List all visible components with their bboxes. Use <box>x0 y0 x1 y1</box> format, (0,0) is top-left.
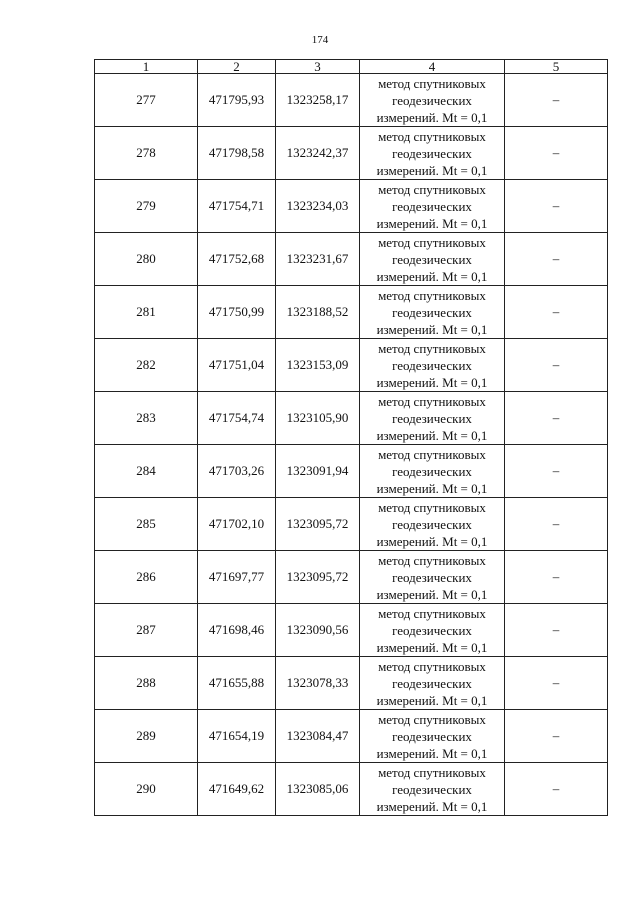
method-cell <box>360 127 505 180</box>
y-coordinate-cell: 1323231,67 <box>276 233 360 286</box>
table-row <box>95 551 608 604</box>
x-coordinate-cell: 471654,19 <box>198 710 276 763</box>
method-line: геодезических <box>392 145 472 161</box>
table-row <box>95 74 608 127</box>
point-number-cell: 285 <box>95 498 198 551</box>
table-row <box>95 127 608 180</box>
x-coordinate-cell: 471795,93 <box>198 74 276 127</box>
method-cell <box>360 233 505 286</box>
method-cell <box>360 339 505 392</box>
x-coordinate-cell: 471751,04 <box>198 339 276 392</box>
y-coordinate-cell: 1323153,09 <box>276 339 360 392</box>
point-number-cell: 289 <box>95 710 198 763</box>
method-cell <box>360 657 505 710</box>
method-line: геодезических <box>392 410 472 426</box>
method-line: измерений. Mt = 0,1 <box>376 798 488 814</box>
column-header-3: 3 <box>276 60 360 74</box>
method-line: метод спутниковых <box>378 658 486 674</box>
method-line: метод спутниковых <box>378 181 486 197</box>
method-line: измерений. Mt = 0,1 <box>376 109 488 125</box>
point-number-cell: 278 <box>95 127 198 180</box>
point-number-cell: 290 <box>95 763 198 816</box>
x-coordinate-cell: 471697,77 <box>198 551 276 604</box>
table-row <box>95 286 608 339</box>
x-coordinate-cell: 471754,74 <box>198 392 276 445</box>
point-number-cell: 284 <box>95 445 198 498</box>
method-line: геодезических <box>392 622 472 638</box>
table-row <box>95 498 608 551</box>
point-number-cell: 286 <box>95 551 198 604</box>
method-line: метод спутниковых <box>378 75 486 91</box>
method-line: измерений. Mt = 0,1 <box>376 321 488 337</box>
y-coordinate-cell: 1323105,90 <box>276 392 360 445</box>
column-header-5: 5 <box>505 60 608 74</box>
note-cell: – <box>505 445 608 498</box>
method-line: метод спутниковых <box>378 711 486 727</box>
method-line: измерений. Mt = 0,1 <box>376 215 488 231</box>
method-line: геодезических <box>392 516 472 532</box>
note-cell: – <box>505 233 608 286</box>
x-coordinate-cell: 471754,71 <box>198 180 276 233</box>
y-coordinate-cell: 1323090,56 <box>276 604 360 657</box>
method-line: измерений. Mt = 0,1 <box>376 745 488 761</box>
method-line: геодезических <box>392 781 472 797</box>
method-cell <box>360 392 505 445</box>
note-cell: – <box>505 551 608 604</box>
point-number-cell: 281 <box>95 286 198 339</box>
method-line: измерений. Mt = 0,1 <box>376 586 488 602</box>
method-line: геодезических <box>392 675 472 691</box>
method-line: геодезических <box>392 198 472 214</box>
column-header-2: 2 <box>198 60 276 74</box>
table-row <box>95 657 608 710</box>
method-cell <box>360 286 505 339</box>
method-cell <box>360 445 505 498</box>
method-line: геодезических <box>392 728 472 744</box>
x-coordinate-cell: 471655,88 <box>198 657 276 710</box>
note-cell: – <box>505 127 608 180</box>
method-line: метод спутниковых <box>378 128 486 144</box>
method-line: геодезических <box>392 92 472 108</box>
column-header-4: 4 <box>360 60 505 74</box>
method-line: геодезических <box>392 357 472 373</box>
method-cell <box>360 710 505 763</box>
y-coordinate-cell: 1323084,47 <box>276 710 360 763</box>
table-row <box>95 763 608 816</box>
method-line: измерений. Mt = 0,1 <box>376 480 488 496</box>
y-coordinate-cell: 1323095,72 <box>276 498 360 551</box>
x-coordinate-cell: 471698,46 <box>198 604 276 657</box>
method-line: измерений. Mt = 0,1 <box>376 162 488 178</box>
y-coordinate-cell: 1323258,17 <box>276 74 360 127</box>
x-coordinate-cell: 471702,10 <box>198 498 276 551</box>
method-line: метод спутниковых <box>378 446 486 462</box>
note-cell: – <box>505 339 608 392</box>
table-body <box>95 74 608 816</box>
x-coordinate-cell: 471798,58 <box>198 127 276 180</box>
table-row <box>95 710 608 763</box>
y-coordinate-cell: 1323078,33 <box>276 657 360 710</box>
method-line: метод спутниковых <box>378 552 486 568</box>
method-cell <box>360 74 505 127</box>
note-cell: – <box>505 498 608 551</box>
method-line: измерений. Mt = 0,1 <box>376 639 488 655</box>
method-line: измерений. Mt = 0,1 <box>376 533 488 549</box>
table-row <box>95 339 608 392</box>
method-line: метод спутниковых <box>378 287 486 303</box>
table-row <box>95 180 608 233</box>
coordinates-table <box>94 59 608 816</box>
point-number-cell: 288 <box>95 657 198 710</box>
method-line: геодезических <box>392 569 472 585</box>
point-number-cell: 282 <box>95 339 198 392</box>
method-line: геодезических <box>392 463 472 479</box>
method-line: измерений. Mt = 0,1 <box>376 692 488 708</box>
y-coordinate-cell: 1323242,37 <box>276 127 360 180</box>
y-coordinate-cell: 1323234,03 <box>276 180 360 233</box>
x-coordinate-cell: 471750,99 <box>198 286 276 339</box>
method-line: измерений. Mt = 0,1 <box>376 374 488 390</box>
method-line: метод спутниковых <box>378 499 486 515</box>
note-cell: – <box>505 657 608 710</box>
page-number: 174 <box>311 34 329 46</box>
x-coordinate-cell: 471703,26 <box>198 445 276 498</box>
point-number-cell: 277 <box>95 74 198 127</box>
point-number-cell: 279 <box>95 180 198 233</box>
note-cell: – <box>505 763 608 816</box>
method-line: метод спутниковых <box>378 393 486 409</box>
method-line: метод спутниковых <box>378 764 486 780</box>
method-line: метод спутниковых <box>378 340 486 356</box>
method-line: измерений. Mt = 0,1 <box>376 427 488 443</box>
y-coordinate-cell: 1323085,06 <box>276 763 360 816</box>
method-cell <box>360 551 505 604</box>
method-cell <box>360 763 505 816</box>
method-line: метод спутниковых <box>378 234 486 250</box>
method-line: геодезических <box>392 304 472 320</box>
y-coordinate-cell: 1323091,94 <box>276 445 360 498</box>
table-row <box>95 392 608 445</box>
method-cell <box>360 180 505 233</box>
method-cell <box>360 498 505 551</box>
column-header-1: 1 <box>95 60 198 74</box>
point-number-cell: 280 <box>95 233 198 286</box>
x-coordinate-cell: 471752,68 <box>198 233 276 286</box>
note-cell: – <box>505 392 608 445</box>
method-line: геодезических <box>392 251 472 267</box>
table-row <box>95 604 608 657</box>
note-cell: – <box>505 286 608 339</box>
x-coordinate-cell: 471649,62 <box>198 763 276 816</box>
y-coordinate-cell: 1323188,52 <box>276 286 360 339</box>
note-cell: – <box>505 74 608 127</box>
point-number-cell: 287 <box>95 604 198 657</box>
table-header-row <box>95 60 608 74</box>
note-cell: – <box>505 710 608 763</box>
method-line: измерений. Mt = 0,1 <box>376 268 488 284</box>
point-number-cell: 283 <box>95 392 198 445</box>
note-cell: – <box>505 180 608 233</box>
note-cell: – <box>505 604 608 657</box>
method-cell <box>360 604 505 657</box>
y-coordinate-cell: 1323095,72 <box>276 551 360 604</box>
table-row <box>95 233 608 286</box>
method-line: метод спутниковых <box>378 605 486 621</box>
table-row <box>95 445 608 498</box>
